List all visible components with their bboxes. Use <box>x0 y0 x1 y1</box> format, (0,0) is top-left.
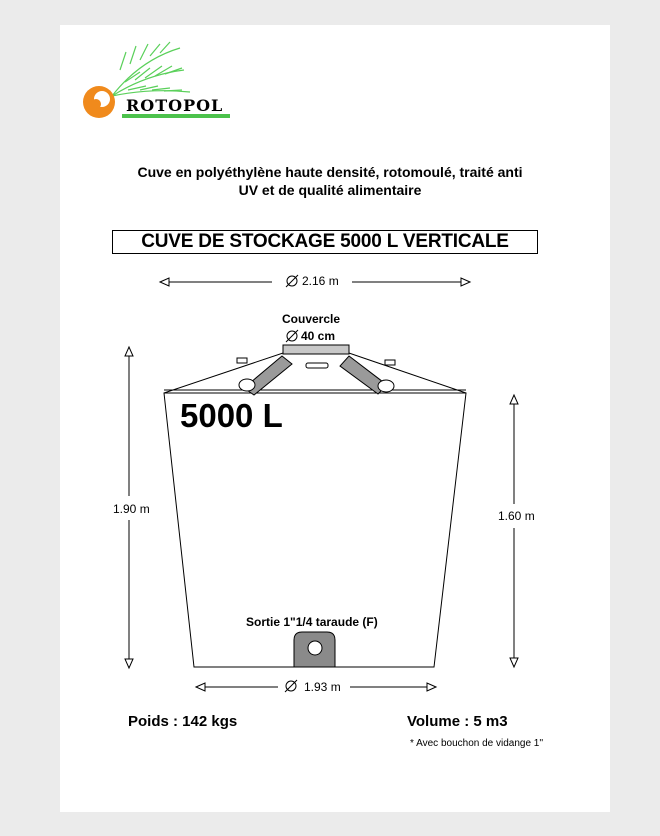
total-height-label: 1.90 m <box>113 502 150 516</box>
logo-text: ROTOPOL <box>126 96 224 115</box>
top-diameter-label: 2.16 m <box>302 274 339 288</box>
wall-height-label: 1.60 m <box>498 509 535 523</box>
description-line-2: UV et de qualité alimentaire <box>238 182 422 198</box>
lid-label: Couvercle <box>282 312 341 326</box>
drain-plug-note: * Avec bouchon de vidange 1'' <box>410 738 544 749</box>
outlet-label: Sortie 1"1/4 taraude (F) <box>246 615 378 629</box>
outlet-fitting <box>294 632 335 667</box>
diameter-icon <box>284 328 300 344</box>
lid-diameter-label: 40 cm <box>301 329 336 343</box>
page-title: CUVE DE STOCKAGE 5000 L VERTICALE <box>112 230 538 254</box>
wall-height-dimension <box>510 395 518 667</box>
bottom-diameter-label: 1.93 m <box>304 680 341 694</box>
weight-info: Poids : 142 kgs <box>128 713 238 730</box>
volume-info: Volume : 5 m3 <box>407 713 508 730</box>
description-line-1: Cuve en polyéthylène haute densité, rotomoulé, traité anti <box>137 164 523 180</box>
capacity-label: 5000 L <box>180 397 283 434</box>
